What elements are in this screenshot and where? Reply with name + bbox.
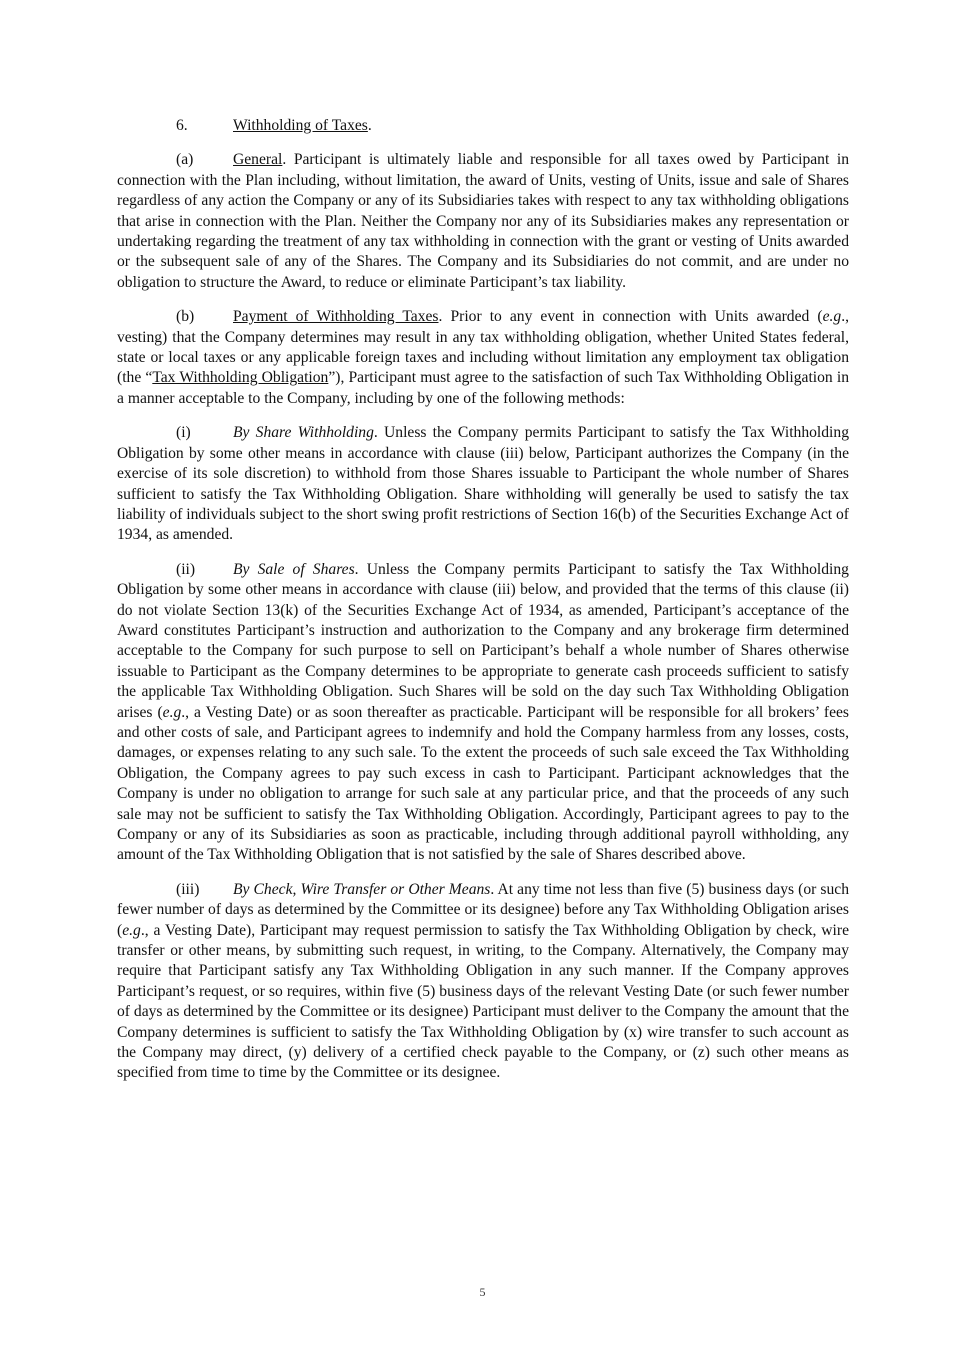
- paragraph-ii-heading: By Sale of Shares: [233, 560, 355, 578]
- paragraph-a-body: . Participant is ultimately liable and responsible for all taxes owed by Participant in connection with the Plan including, without limitation, the award of Units, vesting of Units, issue and sale of Shares regardless of any action the Company or any of its Subsidiaries takes with respect to any tax withholding obligations that arise in connection with the Plan. Neither the Company nor any of its Subsidiaries makes any representation or undertaking regarding the treatment of any tax withholding in connection with the grant or vesting of Units awarded or the subsequent sale of any of the Shares. The Company and its Subsidiaries do not commit, and are under no obligation to structure the Award, to reduce or eliminate Participant’s tax liability.: [117, 151, 849, 291]
- section-title-period: .: [367, 117, 372, 134]
- paragraph-ii-body-1: . Unless the Company permits Participant to satisfy the Tax Withholding Obligation by some other means in accordance with clause (iii) below, and provided that the terms of this clause (ii) do not violate Section 13(k) of the Securities Exchange Act of 1934, as amended, Participant’s acceptance of the Award constitutes Participant’s instruction and authorization to the Company and any brokerage firm determined acceptable to the Company for such purpose to sell on Participant’s behalf a whole number of Shares otherwise issuable to Participant as the Company determines to be appropriate to generate cash proceeds sufficient to satisfy the applicable Tax Withholding Obligation. Such Shares will be sold on the day such Tax Withholding Obligation arises (: [117, 560, 849, 721]
- section-title: Withholding of Taxes: [233, 117, 368, 134]
- paragraph-b-label: (b): [176, 308, 195, 326]
- paragraph-b: [117, 307, 849, 409]
- paragraph-iii-body-2: ., a Vesting Date), Participant may request permission to satisfy the Tax Withholding Obligation by check, wire transfer or other means, by submitting such request, in writing, to the Company. Alternatively, the Company may require that Participant satisfy any Tax Withholding Obligation in any such manner. If the Company approves Participant’s request, or so requires, within five (5) business days of the relevant Vesting Date (or such fewer number of days as determined by the Committee or its designee) Participant must deliver to the Company the amount that the Company determines is sufficient to satisfy the Tax Withholding Obligation by (x) wire transfer to such account as the Company may direct, (y) delivery of a certified check payable to the Company, or (z) such other means as specified from time to time by the Committee or its designee.: [117, 921, 849, 1082]
- paragraph-iii-body-1: . At any time not less than five (5) business days (or such fewer number of days as determined by the Committee or its designee) before any Tax Withholding Obligation arises (: [117, 880, 849, 939]
- document-page: [117, 116, 849, 1098]
- paragraph-b-body-2: ., vesting) that the Company determines may result in any tax withholding obligation, whether United States federal, state or local taxes or any applicable foreign taxes and including without limitation any employment tax obligation (the “: [117, 308, 849, 387]
- paragraph-i-heading: By Share Withholding: [233, 424, 374, 442]
- paragraph-i: [117, 423, 849, 545]
- paragraph-ii-label: (ii): [176, 560, 196, 578]
- section-heading: [117, 116, 849, 136]
- paragraph-b-body-3: ”), Participant must agree to the satisfaction of such Tax Withholding Obligation in a manner acceptable to the Company, including by one of the following methods:: [117, 369, 849, 407]
- paragraph-iii-eg: e.g: [122, 921, 141, 939]
- paragraph-i-label: (i): [176, 424, 191, 442]
- paragraph-a-heading: General: [233, 151, 283, 169]
- paragraph-b-body-1: . Prior to any event in connection with Units awarded (: [438, 308, 823, 326]
- paragraph-iii-heading: By Check, Wire Transfer or Other Means: [233, 880, 491, 898]
- section-number: 6.: [176, 117, 188, 134]
- paragraph-a-label: (a): [176, 151, 194, 169]
- defined-term-tax-withholding-obligation: Tax Withholding Obligation: [152, 369, 329, 387]
- paragraph-iii-label: (iii): [176, 880, 200, 898]
- paragraph-b-eg: e.g: [822, 308, 842, 326]
- page-number: 5: [479, 1285, 486, 1299]
- paragraph-b-heading: Payment of Withholding Taxes: [233, 308, 439, 326]
- paragraph-ii: [117, 560, 849, 866]
- paragraph-i-body: . Unless the Company permits Participant to satisfy the Tax Withholding Obligation by some other means in accordance with clause (iii) below, Participant authorizes the Company (in the exercise of its sole discretion) to withhold from those Shares issuable to Participant the whole number of Shares sufficient to satisfy the Tax Withholding Obligation. Share withholding will generally be used to satisfy the tax liability of individuals subject to the short swing profit restrictions of Section 16(b) of the Securities Exchange Act of 1934, as amended.: [117, 424, 849, 544]
- paragraph-a: [117, 150, 849, 293]
- paragraph-iii: [117, 880, 849, 1084]
- paragraph-ii-eg: e.g: [162, 703, 182, 721]
- paragraph-ii-body-2: ., a Vesting Date) or as soon thereafter as practicable. Participant will be responsible for all brokers’ fees and other costs of sale, and Participant agrees to indemnify and hold the Company harmless from any losses, costs, damages, or expenses relating to any such sale. To the extent the proceeds of such sale exceed the Tax Withholding Obligation, the Company agrees to pay such excess in cash to Participant. Participant acknowledges that the Company is under no obligation to arrange for such sale at any particular price, and that the proceeds of any such sale may not be sufficient to satisfy the Tax Withholding Obligation. Accordingly, Participant agrees to pay to the Company or any of its Subsidiaries as soon as practicable, including through additional payroll withholding, any amount of the Tax Withholding Obligation that is not satisfied by the sale of Shares described above.: [117, 703, 849, 864]
